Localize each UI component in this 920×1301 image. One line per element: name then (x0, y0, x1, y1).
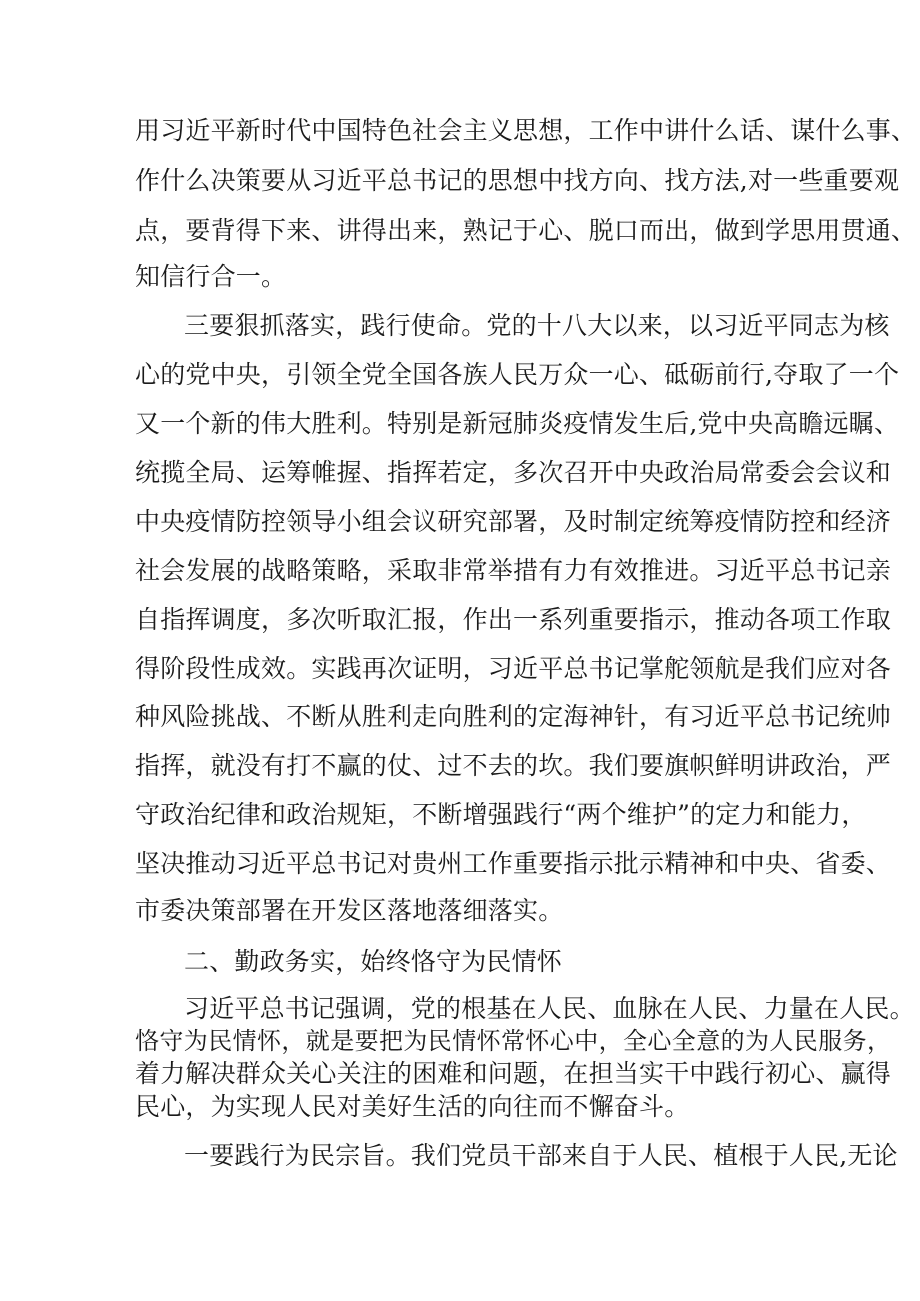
text-line: 自指挥调度，多次听取汇报，作出一系列重要指示，推动各项工作取 (135, 605, 892, 634)
text-line: 市委决策部署在开发区落地落细落实。 (135, 896, 564, 925)
text-line: 中央疫情防控领导小组会议研究部署，及时制定统筹疫情防控和经济 (135, 507, 892, 536)
text-line: 得阶段性成效。实践再次证明，习近平总书记掌舵领航是我们应对各 (135, 654, 892, 683)
text-line: 心的党中央，引领全党全国各族人民万众一心、砥砺前行,夺取了一个 (135, 360, 900, 389)
text-line: 恪守为民情怀，就是要把为民情怀常怀心中，全心全意的为人民服务， (135, 1027, 892, 1055)
text-line: 种风险挑战、不断从胜利走向胜利的定海神针，有习近平总书记统帅 (135, 702, 892, 731)
text-line: 着力解决群众关心关注的困难和问题，在担当实干中践行初心、赢得 (135, 1059, 892, 1088)
text-line: 坚决推动习近平总书记对贵州工作重要指示批示精神和中央、省委、 (135, 849, 892, 878)
text-line: 社会发展的战略策略，采取非常举措有力有效推进。习近平总书记亲 (135, 556, 892, 585)
text-line: 习近平总书记强调，党的根基在人民、血脉在人民、力量在人民。 (184, 994, 915, 1023)
text-line: 知信行合一。 (135, 262, 287, 291)
text-line: 三要狠抓落实，践行使命。党的十八大以来，以习近平同志为核 (184, 311, 890, 340)
text-line: 指挥，就没有打不赢的仗、过不去的坎。我们要旗帜鲜明讲政治，严 (135, 751, 892, 780)
text-line: 守政治纪律和政治规矩，不断增强践行“两个维护”的定力和能力， (135, 800, 867, 829)
text-line: 作什么决策要从习近平总书记的思想中找方向、找方法,对一些重要观 (135, 166, 900, 195)
text-line: 又一个新的伟大胜利。特别是新冠肺炎疫情发生后,党中央高瞻远瞩、 (135, 409, 900, 438)
text-line: 统揽全局、运筹帷握、指挥若定，多次召开中央政治局常委会会议和 (135, 458, 892, 487)
text-line: 一要践行为民宗旨。我们党员干部来自于人民、植根于人民,无论 (184, 1141, 898, 1170)
text-line: 用习近平新时代中国特色社会主义思想，工作中讲什么话、谋什么事、 (135, 116, 917, 145)
text-line: 民心，为实现人民对美好生活的向往而不懈奋斗。 (135, 1092, 690, 1121)
text-line: 点，要背得下来、讲得出来，熟记于心、脱口而出，做到学思用贯通、 (135, 216, 917, 245)
section-heading: 二、勤政务实，始终恪守为民情怀 (184, 947, 563, 976)
